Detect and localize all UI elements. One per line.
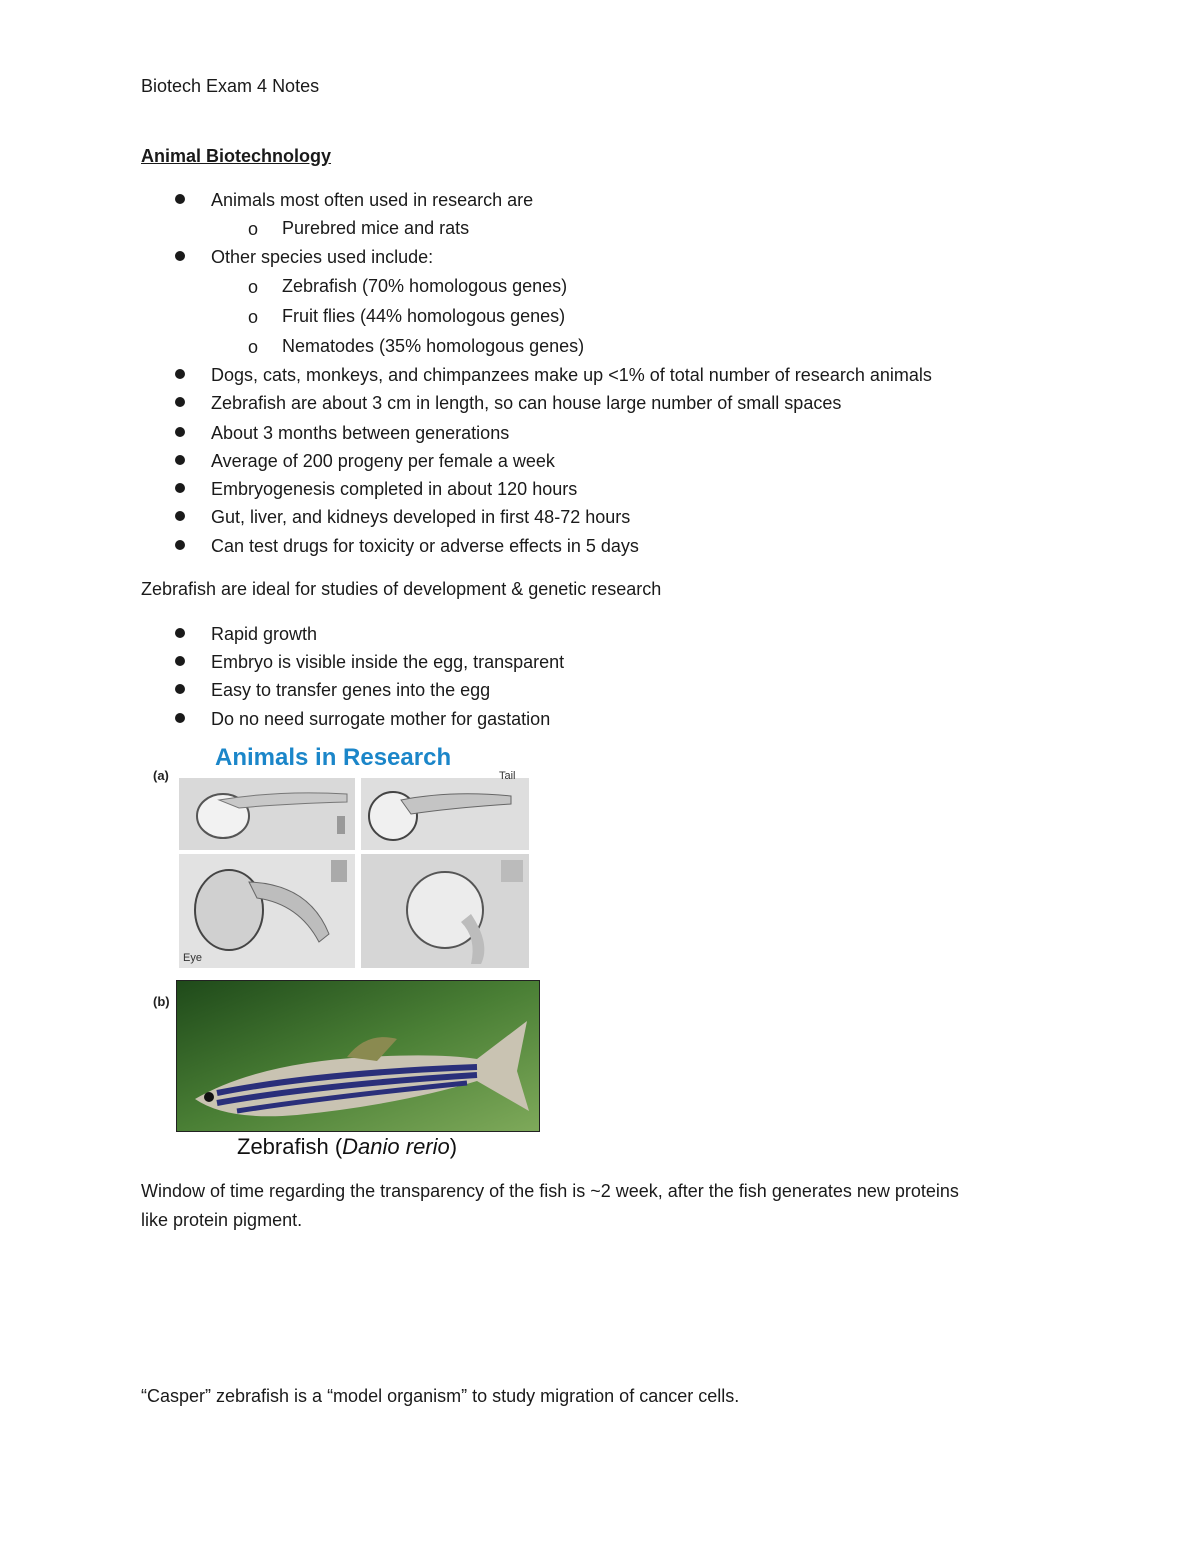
zebrafish-figure: [141, 742, 545, 1160]
list-item: Easy to transfer genes into the egg: [211, 680, 491, 700]
panel-b-label: (b): [153, 994, 170, 1009]
list-item: Rapid growth: [211, 624, 318, 644]
bullet-dot: [175, 511, 185, 521]
embryo-illustration: [179, 854, 355, 968]
caption-prefix: Zebrafish (: [237, 1134, 343, 1159]
list-item: Average of 200 progeny per female a week: [211, 451, 555, 471]
figure-title: Animals in Research: [215, 744, 452, 771]
panel-a-label: (a): [153, 768, 169, 783]
paragraph: “Casper” zebrafish is a “model organism” to study migration of cancer cells.: [141, 1386, 740, 1406]
embryo-photo-3: [179, 854, 355, 968]
sub-bullet-marker: o: [248, 277, 259, 297]
list-item: About 3 months between generations: [211, 423, 510, 443]
embryo-illustration: [361, 854, 529, 968]
section-heading: Animal Biotechnology: [141, 146, 332, 166]
caption-species: Danio rerio: [342, 1134, 450, 1159]
list-item: Embryogenesis completed in about 120 hours: [211, 479, 578, 499]
bullet-dot: [175, 194, 185, 204]
paragraph: Zebrafish are ideal for studies of development & genetic research: [141, 579, 662, 599]
eye-label: Eye: [183, 952, 202, 964]
bullet-dot: [175, 483, 185, 493]
bullet-dot: [175, 397, 185, 407]
sub-bullet-marker: o: [248, 337, 259, 357]
bullet-dot: [175, 455, 185, 465]
bullet-dot: [175, 540, 185, 550]
embryo-illustration: [179, 778, 355, 850]
bullet-dot: [175, 656, 185, 666]
bullet-dot: [175, 684, 185, 694]
sub-bullet-marker: o: [248, 219, 259, 239]
sub-list-item: Zebrafish (70% homologous genes): [282, 276, 568, 296]
embryo-photo-1: [179, 778, 355, 850]
figure-caption: [237, 1134, 457, 1160]
bullet-dot: [175, 427, 185, 437]
zebrafish-illustration: [177, 981, 539, 1131]
list-item: Zebrafish are about 3 cm in length, so can house large number of small spaces: [211, 393, 842, 413]
list-item: Can test drugs for toxicity or adverse effects in 5 days: [211, 536, 639, 556]
sub-bullet-marker: o: [248, 307, 259, 327]
zebrafish-photo: [176, 980, 540, 1132]
embryo-illustration: [361, 778, 529, 850]
paragraph: like protein pigment.: [141, 1210, 303, 1230]
list-item: Gut, liver, and kidneys developed in first 48-72 hours: [211, 507, 631, 527]
sub-list-item: Purebred mice and rats: [282, 218, 470, 238]
embryo-photo-4: [361, 854, 529, 968]
list-item: Other species used include:: [211, 247, 434, 267]
caption-suffix: ): [449, 1134, 458, 1159]
list-item: Do no need surrogate mother for gastation: [211, 709, 551, 729]
list-item: Embryo is visible inside the egg, transparent: [211, 652, 565, 672]
list-item: Animals most often used in research are: [211, 190, 534, 210]
document-title: Biotech Exam 4 Notes: [141, 76, 320, 96]
bullet-dot: [175, 713, 185, 723]
paragraph: Window of time regarding the transparency of the fish is ~2 week, after the fish generates new proteins: [141, 1181, 959, 1201]
sub-list-item: Fruit flies (44% homologous genes): [282, 306, 566, 326]
list-item: Dogs, cats, monkeys, and chimpanzees make up <1% of total number of research animals: [211, 365, 932, 385]
bullet-dot: [175, 369, 185, 379]
bullet-dot: [175, 628, 185, 638]
tail-label: Tail: [499, 770, 516, 782]
bullet-dot: [175, 251, 185, 261]
embryo-photo-2: [361, 778, 529, 850]
sub-list-item: Nematodes (35% homologous genes): [282, 336, 585, 356]
